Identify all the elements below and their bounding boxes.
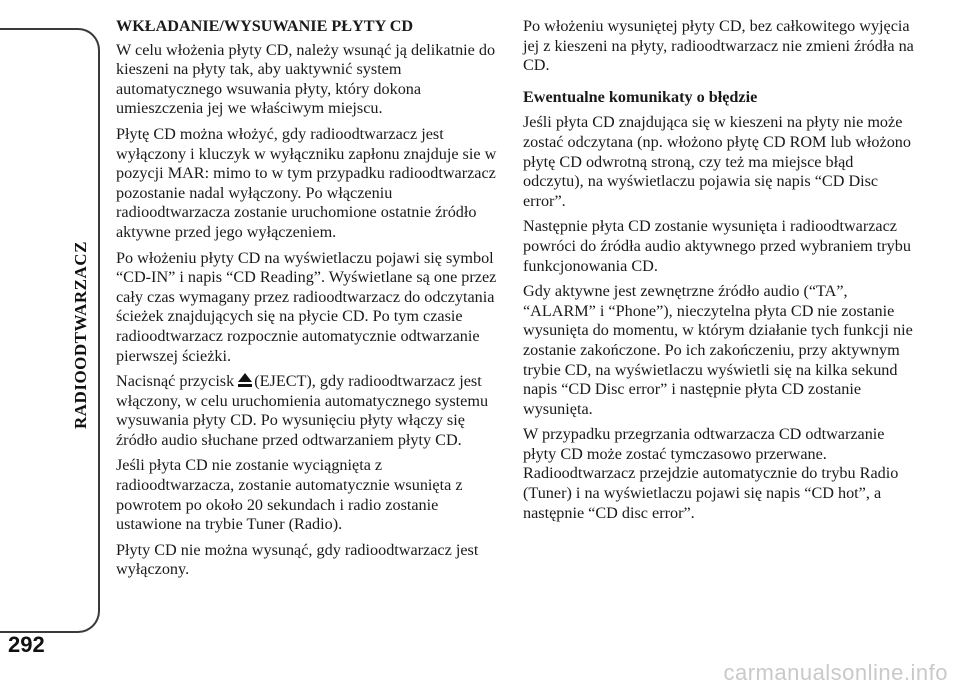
eject-text-before: Nacisnąć przycisk: [116, 372, 235, 391]
paragraph: W przypadku przegrzania odtwarzacza CD odtwarzanie płyty CD może zostać tymczasowo przerwane. Radioodtwarzacz przejdzie automatycznie do trybu Radio (Tuner) i na wyświetlaczu pojawi się napis “CD hot”, a następnie “CD disc error”.: [523, 425, 899, 522]
paragraph: Płyty CD nie można wysunąć, gdy radioodtwarzacz jest wyłączony.: [116, 540, 479, 579]
eject-text-after: (EJECT), gdy radioodtwarzacz jest włączony, w celu uruchomienia automatycznego systemu wysuwania płyty CD. Po wysunięciu płyty włączy się źródło audio słuchane przed odtwarzaniem płyty CD.: [116, 372, 489, 449]
paragraph-eject: [116, 372, 499, 450]
section-side-label: RADIOODTWARZACZ: [71, 241, 90, 429]
paragraph: Jeśli płyta CD nie zostanie wyciągnięta z radioodtwarzacza, zostanie automatycznie wsunięta z powrotem po około 20 sekundach i radio zostanie ustawione na trybie Tuner (Radio).: [116, 456, 463, 534]
right-column: [523, 17, 915, 529]
section-heading-errors: Ewentualne komunikaty o błędzie: [523, 87, 758, 106]
left-column: [116, 17, 499, 586]
paragraph: Następnie płyta CD zostanie wysunięta i radioodtwarzacz powróci do źródła audio aktywnego przed wybraniem trybu funkcjonowania CD.: [523, 217, 911, 275]
paragraph: Po włożeniu wysuniętej płyty CD, bez całkowitego wyjęcia jej z kieszeni na płyty, radioodtwarzacz nie zmieni źródła na CD.: [523, 17, 914, 75]
eject-icon: [238, 373, 252, 387]
page-number: 292: [8, 632, 45, 657]
paragraph: W celu włożenia płyty CD, należy wsunąć ją delikatnie do kieszeni na płyty tak, aby uaktywnić system automatycznego wsuwania płyty, który dokona umieszczenia jej we właściwym miejscu.: [116, 40, 496, 118]
watermark: carmanualsonline.info: [723, 660, 948, 685]
paragraph: Po włożeniu płyty CD na wyświetlaczu pojawi się symbol “CD-IN” i napis “CD Reading”. Wyświetlane są one przez cały czas wymagany przez radioodtwarzacz do odczytania ścieżek znajdujących się na płycie CD. Po tym czasie radioodtwarzacz rozpocznie automatycznie odtwarzanie pierwszej ścieżki.: [116, 248, 497, 365]
section-heading-insert-eject: WKŁADANIE/WYSUWANIE PŁYTY CD: [116, 17, 414, 35]
paragraph: Gdy aktywne jest zewnętrzne źródło audio (“TA”, “ALARM” i “Phone”), nieczytelna płyta CD nie zostanie wysunięta do momentu, w którym działanie tych funkcji nie zostanie zakończone. Po ich zakończeniu, przy aktywnym trybie CD, na wyświetlaczu wyświetli się na kilka sekund napis “CD Disc error” i następnie płyta CD zostanie wysunięta.: [523, 282, 913, 418]
paragraph: Płytę CD można włożyć, gdy radioodtwarzacz jest wyłączony i kluczyk w wyłączniku zapłonu znajduje sie w pozycji MAR: mimo to w tym przypadku radioodtwarzacz pozostanie nadal wyłączony. Po włączeniu radioodtwarzacza zostanie uruchomione ostatnie źródło aktywne przed jego wyłączeniem.: [116, 124, 497, 241]
paragraph: Jeśli płyta CD znajdująca się w kieszeni na płyty nie może zostać odczytana (np. włożono płytę CD ROM lub włożono płytę CD odwrotną stroną, czy też ma miejsce błąd odczytu), na wyświetlaczu pojawia się napis “CD Disc error”.: [523, 113, 911, 210]
